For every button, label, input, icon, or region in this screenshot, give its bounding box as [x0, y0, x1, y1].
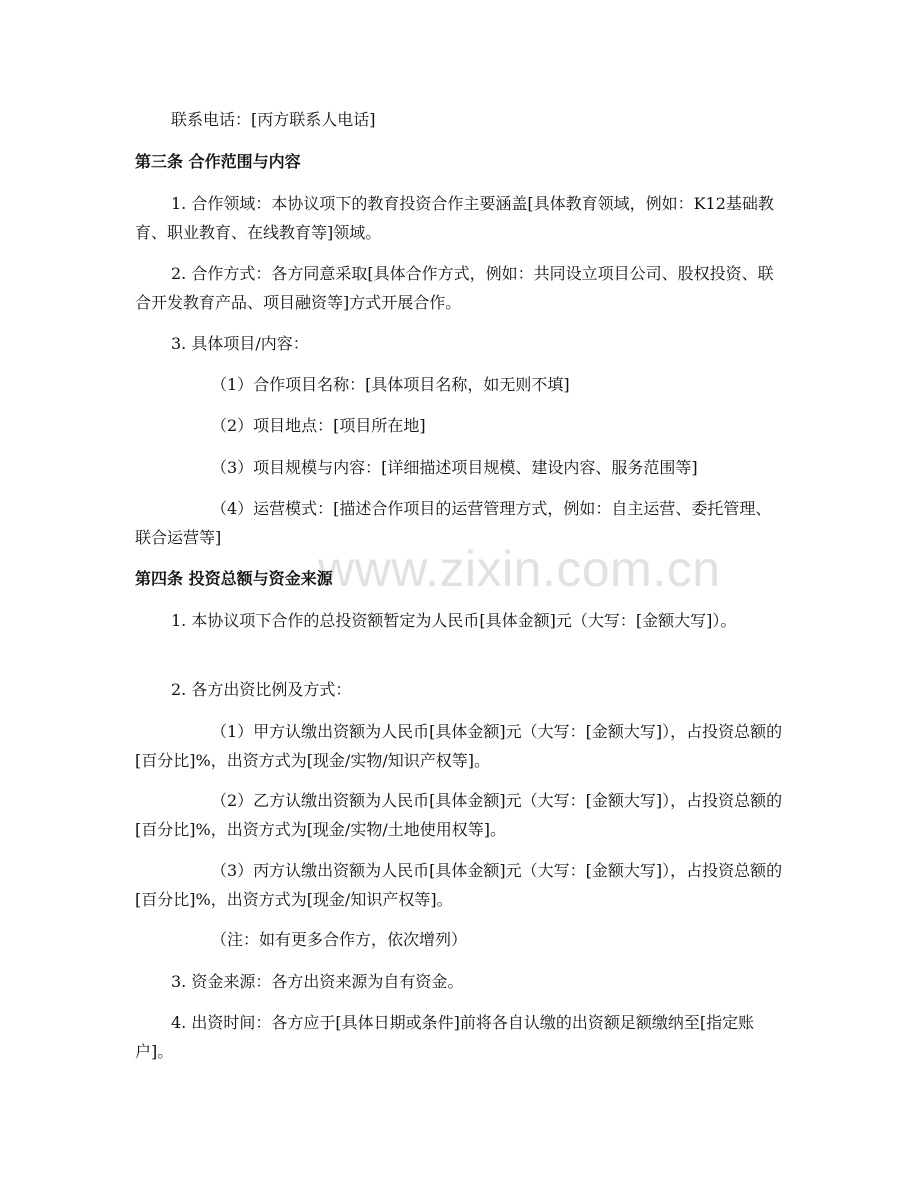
- article-3-clause-1: 1. 合作领域：本协议项下的教育投资合作主要涵盖[具体教育领域，例如：K12基础教育、职业教育、在线教育等]领域。: [135, 194, 774, 242]
- article-4-clause-3: 3. 资金来源：各方出资来源为自有资金。: [171, 972, 464, 991]
- article-4-item-3: （3）丙方认缴出资额为人民币[具体金额]元（大写：[金额大写]），占投资总额的[百分比]%，出资方式为[现金/知识产权等]。: [135, 861, 783, 909]
- article-3-clause-3: 3. 具体项目/内容：: [171, 334, 309, 353]
- article-3-item-4: （4）运营模式：[描述合作项目的运营管理方式，例如：自主运营、委托管理、联合运营等]: [135, 499, 772, 547]
- article-3-item-3: （3）项目规模与内容：[详细描述项目规模、建设内容、服务范围等]: [211, 458, 698, 477]
- article-4-item-1: （1）甲方认缴出资额为人民币[具体金额]元（大写：[金额大写]），占投资总额的[百分比]%，出资方式为[现金/实物/知识产权等]。: [135, 722, 783, 770]
- article-4-heading: 第四条 投资总额与资金来源: [135, 569, 333, 588]
- article-4-item-2: （2）乙方认缴出资额为人民币[具体金额]元（大写：[金额大写]），占投资总额的[百分比]%，出资方式为[现金/实物/土地使用权等]。: [135, 791, 783, 839]
- article-4-note: （注：如有更多合作方，依次增列）: [211, 930, 468, 949]
- article-3-heading: 第三条 合作范围与内容: [135, 152, 301, 171]
- article-4-clause-1: 1. 本协议项下合作的总投资额暂定为人民币[具体金额]元（大写：[金额大写]）。: [171, 611, 737, 630]
- article-3-item-2: （2）项目地点：[项目所在地]: [211, 416, 426, 435]
- article-4-clause-2: 2. 各方出资比例及方式：: [171, 680, 352, 699]
- article-3-item-1: （1）合作项目名称：[具体项目名称，如无则不填]: [211, 375, 570, 394]
- article-3-clause-2: 2. 合作方式：各方同意采取[具体合作方式，例如：共同设立项目公司、股权投资、联合开发教育产品、项目融资等]方式开展合作。: [135, 264, 774, 312]
- contact-phone-line: 联系电话：[丙方联系人电话]: [171, 110, 376, 129]
- watermark: www.zixin.com.cn: [318, 541, 721, 597]
- article-4-clause-4: 4. 出资时间：各方应于[具体日期或条件]前将各自认缴的出资额足额缴纳至[指定账户]。: [135, 1013, 755, 1061]
